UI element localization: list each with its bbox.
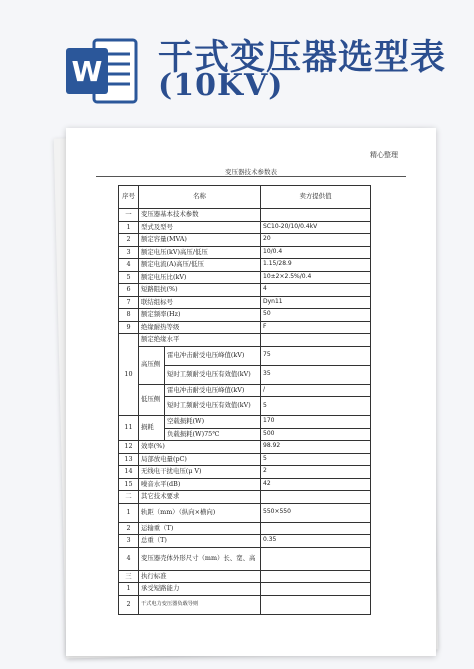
banner-subtitle: (10KV) bbox=[158, 68, 284, 103]
document-page bbox=[66, 128, 436, 656]
row-name: 变压器壳体外形尺寸（mm）长、宽、高 bbox=[139, 547, 261, 570]
row-name: 执行标准 bbox=[139, 570, 261, 583]
row-name: 短路阻抗(%) bbox=[139, 284, 261, 297]
table-row bbox=[119, 234, 371, 247]
row-value: 50 bbox=[261, 309, 371, 322]
logo-letter: W bbox=[71, 55, 103, 88]
row-value: 0.35 bbox=[261, 535, 371, 548]
table-row bbox=[119, 547, 371, 570]
row-name: 短时工频耐受电压有效值(kV) bbox=[165, 365, 261, 384]
hv-side-label: 高压侧 bbox=[139, 346, 165, 384]
table-row bbox=[119, 453, 371, 466]
row-no: 13 bbox=[119, 453, 139, 466]
row-value: 10/0.4 bbox=[261, 246, 371, 259]
row-no: 7 bbox=[119, 296, 139, 309]
row-no: 三 bbox=[119, 570, 139, 583]
row-value: 4 bbox=[261, 284, 371, 297]
table-row bbox=[119, 535, 371, 548]
row-value: 35 bbox=[261, 365, 371, 384]
row-value: 42 bbox=[261, 478, 371, 491]
row-name: 额定容量(MVA) bbox=[139, 234, 261, 247]
header-name: 名称 bbox=[139, 186, 261, 209]
row-value: 5 bbox=[261, 397, 371, 416]
row-no: 15 bbox=[119, 478, 139, 491]
row-name: 效率(%) bbox=[139, 441, 261, 454]
row-value: 550×550 bbox=[261, 503, 371, 522]
table-title: 变压器技术参数表 bbox=[225, 168, 277, 176]
header-no: 序号 bbox=[119, 186, 139, 209]
row-no: 1 bbox=[119, 583, 139, 596]
row-no: 2 bbox=[119, 522, 139, 535]
row-no: 3 bbox=[119, 246, 139, 259]
row-name: 雷电冲击耐受电压峰值(kV) bbox=[165, 346, 261, 365]
row-no: 12 bbox=[119, 441, 139, 454]
row-no: 2 bbox=[119, 595, 139, 614]
table-row bbox=[119, 595, 371, 614]
row-value: 170 bbox=[261, 416, 371, 429]
row-value bbox=[261, 522, 371, 535]
header-value: 卖方提供值 bbox=[261, 186, 371, 209]
losses-label: 损耗 bbox=[139, 416, 165, 441]
table-row bbox=[119, 246, 371, 259]
row-value bbox=[261, 595, 371, 614]
row-value: 75 bbox=[261, 346, 371, 365]
row-name: 无线电干扰电压(μ V) bbox=[139, 466, 261, 479]
table-row bbox=[119, 384, 371, 397]
row-name: 变压器基本技术参数 bbox=[139, 209, 261, 222]
banner bbox=[0, 0, 474, 125]
table-row bbox=[119, 491, 371, 504]
row-name: 型式及型号 bbox=[139, 221, 261, 234]
row-no: 4 bbox=[119, 547, 139, 570]
row-name: 绝缘耐热等级 bbox=[139, 321, 261, 334]
row-value: 1.15/28.9 bbox=[261, 259, 371, 272]
row-value: 500 bbox=[261, 428, 371, 441]
row-value: 20 bbox=[261, 234, 371, 247]
row-no: 一 bbox=[119, 209, 139, 222]
row-no: 2 bbox=[119, 234, 139, 247]
row-value: 10±2×2.5%/0.4 bbox=[261, 271, 371, 284]
table-row bbox=[119, 570, 371, 583]
row-no: 11 bbox=[119, 416, 139, 441]
table-row bbox=[119, 416, 371, 429]
table-row bbox=[119, 466, 371, 479]
row-value bbox=[261, 583, 371, 596]
table-row bbox=[119, 221, 371, 234]
row-value bbox=[261, 547, 371, 570]
row-name: 运输重（T) bbox=[139, 522, 261, 535]
table-row bbox=[119, 346, 371, 365]
row-name: 短时工频耐受电压有效值(kV) bbox=[165, 397, 261, 416]
row-name: 承受短路能力 bbox=[139, 583, 261, 596]
word-logo-icon bbox=[64, 36, 138, 106]
table-row bbox=[119, 271, 371, 284]
row-value: 5 bbox=[261, 453, 371, 466]
table-row bbox=[119, 583, 371, 596]
row-value: 98.92 bbox=[261, 441, 371, 454]
row-value: Dyn11 bbox=[261, 296, 371, 309]
table-row bbox=[119, 321, 371, 334]
row-name: 额定绝缘水平 bbox=[139, 334, 261, 347]
banner-title: 干式变压器选型表 bbox=[158, 37, 447, 78]
row-no: 4 bbox=[119, 259, 139, 272]
table-row bbox=[119, 478, 371, 491]
spec-table bbox=[118, 185, 371, 615]
table-row bbox=[119, 441, 371, 454]
row-value: SC10-20/10/0.4kV bbox=[261, 221, 371, 234]
table-row bbox=[119, 309, 371, 322]
row-no: 5 bbox=[119, 271, 139, 284]
row-value: F bbox=[261, 321, 371, 334]
row-name: 局部放电量(pC) bbox=[139, 453, 261, 466]
row-no: 14 bbox=[119, 466, 139, 479]
table-row bbox=[119, 503, 371, 522]
row-name: 联结组标号 bbox=[139, 296, 261, 309]
row-no: 9 bbox=[119, 321, 139, 334]
table-row bbox=[119, 334, 371, 347]
row-no: 二 bbox=[119, 491, 139, 504]
row-value bbox=[261, 209, 371, 222]
row-name: 噪音水平(dB) bbox=[139, 478, 261, 491]
table-row bbox=[119, 522, 371, 535]
row-no: 1 bbox=[119, 221, 139, 234]
row-no: 8 bbox=[119, 309, 139, 322]
header-note: 精心整理 bbox=[370, 151, 398, 159]
row-no: 1 bbox=[119, 503, 139, 522]
row-value bbox=[261, 334, 371, 347]
table-header-row bbox=[119, 186, 371, 209]
row-no: 6 bbox=[119, 284, 139, 297]
table-row bbox=[119, 284, 371, 297]
table-row bbox=[119, 209, 371, 222]
row-no: 10 bbox=[119, 334, 139, 416]
row-name: 额定电流(A)高压/低压 bbox=[139, 259, 261, 272]
table-row bbox=[119, 296, 371, 309]
row-name: 额定频率(Hz) bbox=[139, 309, 261, 322]
row-value: 2 bbox=[261, 466, 371, 479]
row-value bbox=[261, 491, 371, 504]
row-name: 干式电力变压器负载导则 bbox=[139, 595, 261, 614]
row-name: 轨距（mm）（纵向×横向) bbox=[139, 503, 261, 522]
row-name: 雷电冲击耐受电压峰值(kV) bbox=[165, 384, 261, 397]
lv-side-label: 低压侧 bbox=[139, 384, 165, 416]
row-name: 额定电压(kV)高压/低压 bbox=[139, 246, 261, 259]
row-name: 总重（T) bbox=[139, 535, 261, 548]
header-divider bbox=[96, 176, 406, 177]
row-name: 空载损耗(W) bbox=[165, 416, 261, 429]
row-no: 3 bbox=[119, 535, 139, 548]
row-value: / bbox=[261, 384, 371, 397]
row-name: 其它技术要求 bbox=[139, 491, 261, 504]
table-row bbox=[119, 259, 371, 272]
row-name: 负载损耗(W)75℃ bbox=[165, 428, 261, 441]
row-name: 额定电压比(kV) bbox=[139, 271, 261, 284]
row-value bbox=[261, 570, 371, 583]
